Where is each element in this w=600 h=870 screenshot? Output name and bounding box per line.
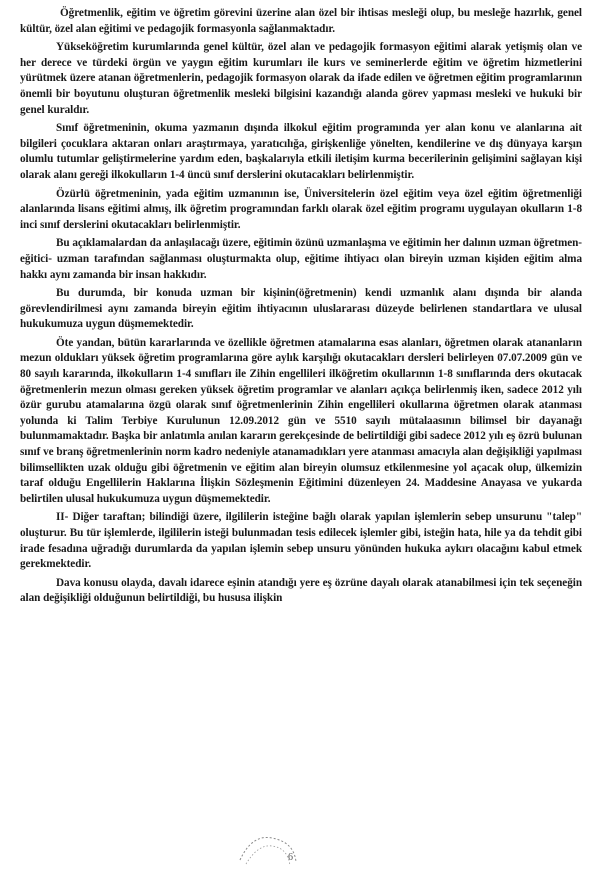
official-stamp-icon [232, 830, 302, 870]
paragraph-9: Dava konusu olayda, davalı idarece eşinin atandığı yere eş özrüne dayalı olarak atanabilmesi için tek seçeneğin alan değişikliği olduğunun belirtildiği, bu hususa ilişkin [20, 576, 582, 605]
paragraph-1: Öğretmenlik, eğitim ve öğretim görevini üzerine alan özel bir ihtisas mesleği olup, bu mesleğe hazırlık, genel kültür, özel alan eğitimi ve pedagojik formasyonla sağlanmaktadır. [20, 7, 582, 35]
paragraph-3: Sınıf öğretmeninin, okuma yazmanın dışında ilkokul eğitim programında yer alan konu ve alanlarına ait bilgileri çocuklara aktaran onları araştırmaya, yaratıcılığa, girişkenliğe yönelten, kendilerine ve dış dünyaya karşın olumlu tutumlar geliştirmelerine yardım eden, başkalarıyla etkili iletişim kurma becerilerinin gelişimini sağlayan kişi olarak alanı gereği ilkokulların 1-4 üncü sınıf derslerini okutacakları belirlenmiştir. [20, 122, 582, 181]
paragraph-6: Bu durumda, bir konuda uzman bir kişinin(öğretmenin) kendi uzmanlık alanı dışında bir alanda görevlendirilmesi aynı zamanda bireyin eğitim ihtiyacının uluslararası düzeyde belirlenen standartlara ve ulusal hukukumuza uygun düşmemektedir. [20, 287, 582, 331]
page-number: 6 [288, 852, 293, 863]
paragraph-8: II- Diğer taraftan; bilindiği üzere, ilgililerin isteğine bağlı olarak yapılan işlemlerin sebep unsurunu "talep" oluşturur. Bu tür işlemlerde, ilgililerin isteği bulunmadan tesis edilecek işlemler gibi, isteğin hata, hile ya da tehdit gibi irade fesadına uğradığı durumlarda da yapılan işlemin sebep unsuru yönünden hukuka aykırı olacağını kabul etmek gerekmektedir. [20, 511, 582, 571]
paragraph-5: Bu açıklamalardan da anlaşılacağı üzere, eğitimin özünü uzmanlaşma ve eğitimin her dalının uzman öğretmen-eğitici- uzman tarafından sağlanması oluşturmakta olup, eğitime ihtiyacı olan bireyin uzman kişiden eğitim alma hakkı aynı zamanda bir insan hakkıdır. [20, 237, 582, 281]
paragraph-2: Yükseköğretim kurumlarında genel kültür, özel alan ve pedagojik formasyon eğitimi alarak yetişmiş olan ve her derece ve türdeki örgün ve yaygın eğitim kurumları ile kurs ve seminerlerde eğitim ve öğretim hizmetlerini yürütmek üzere atanan öğretmenlerin, pedagojik formasyon olarak da ifade edilen ve öğretmen eğitim programlarının önemli bir boyutunu oluşturan öğretmenlik mesleki bilgisini kazandığı alanda görev yapması mesleki ve hukuki bir genel kuraldır. [20, 41, 582, 116]
paragraph-4: Özürlü öğretmeninin, yada eğitim uzmanının ise, Üniversitelerin özel eğitim veya özel eğitim öğretmenliği alanlarında lisans eğitimi almış, ilk öğretim programından farklı olarak özel eğitim programı uygulayan okulların 1-8 inci sınıf derslerini okutacakları belirlenmiştir. [20, 187, 582, 231]
paragraph-7: Öte yandan, bütün kararlarında ve özellikle öğretmen atamalarına esas alanları, öğretmen olarak atananların mezun oldukları yüksek öğretim programlarına göre aylık karşılığı okutacakları dersleri belirleyen 07.07.2009 gün ve 80 sayılı kararında, ilkokulların 1-4 sınıfları ile Zihin engellileri ilköğretim okullarının 1-8 sınıflarında ders okutacak öğretmenlerin mezun olması gereken yüksek öğretim programlar ve alanları açıkça belirlenmiş iken, sadece 2012 yılı özür gurubu atamalarına özgü olarak sınıf öğretmenlerinin Zihin engellileri okullarına öğretmen olarak atanması yolunda ki Talim Terbiye Kurulunun 12.09.2012 gün ve 5510 sayılı mütalaasının bilimsel bir dayanağı bulunmamaktadır. Başka bir anlatımla anılan kararın gerekçesinde de belirtildiği gibi sadece 2012 yılı eş özrü bulunan sınıf ve branş öğretmenlerinin norm kadro nedeniyle atanamadıkları yere atanması amacıyla alan değişikliği yapılması bilimsellikten uzak olduğu gibi öğretmenin ve eğitim alan bireyin olumsuz etkilenmesine yol açacak olup, ülkemizin taraf olduğu Engellilerin Haklarına İlişkin Sözleşmenin Eğitimini düzenleyen 24. Maddesine Anayasa ve yukarda belirtilen ulusal hukukumuza uygun düşmemektedir. [20, 336, 582, 505]
